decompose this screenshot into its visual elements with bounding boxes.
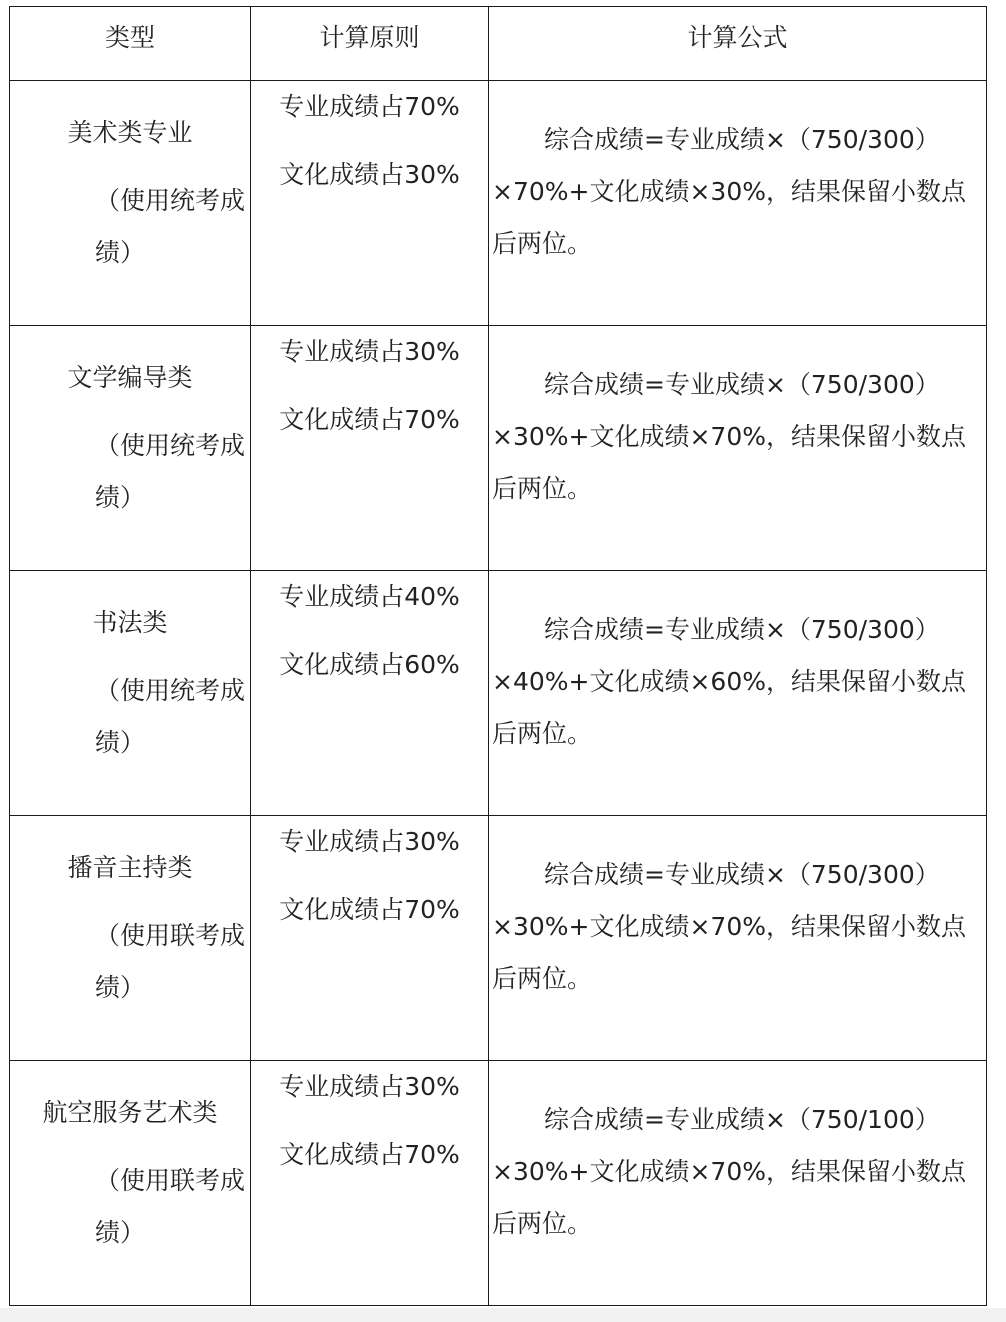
formula-cell — [489, 1061, 987, 1306]
principle-major: 专业成绩占30% — [279, 1072, 460, 1101]
table-row — [10, 816, 987, 1061]
principle-cell — [251, 816, 489, 1061]
type-cell — [10, 1061, 251, 1306]
formula-text: 综合成绩=专业成绩×（750/300）×30%+文化成绩×70%，结果保留小数点后两位。 — [492, 860, 966, 993]
header-row — [10, 7, 987, 81]
principle-cell — [251, 571, 489, 816]
type-note: （使用统考成绩） — [95, 676, 246, 757]
type-name: 美术类专业 — [67, 118, 193, 147]
page-bottom-margin — [0, 1308, 1006, 1322]
formula-text: 综合成绩=专业成绩×（750/300）×40%+文化成绩×60%，结果保留小数点后两位。 — [492, 615, 966, 748]
header-type-label: 类型 — [104, 23, 155, 52]
type-cell — [10, 326, 251, 571]
type-note: （使用联考成绩） — [95, 1166, 246, 1247]
formula-cell — [489, 816, 987, 1061]
score-formula-table — [9, 6, 987, 1306]
header-formula — [489, 7, 987, 81]
table-row — [10, 81, 987, 326]
type-cell — [10, 81, 251, 326]
principle-cell — [251, 326, 489, 571]
table-row — [10, 571, 987, 816]
type-note: （使用统考成绩） — [95, 431, 246, 512]
formula-cell — [489, 326, 987, 571]
principle-major: 专业成绩占30% — [279, 337, 460, 366]
principle-cell — [251, 1061, 489, 1306]
formula-text: 综合成绩=专业成绩×（750/300）×30%+文化成绩×70%，结果保留小数点后两位。 — [492, 370, 966, 503]
header-principle-label: 计算原则 — [319, 23, 420, 52]
table-row — [10, 326, 987, 571]
principle-culture: 文化成绩占70% — [279, 405, 460, 434]
principle-culture: 文化成绩占30% — [279, 160, 460, 189]
formula-text: 综合成绩=专业成绩×（750/300）×70%+文化成绩×30%，结果保留小数点后两位。 — [492, 125, 966, 258]
principle-major: 专业成绩占30% — [279, 827, 460, 856]
principle-culture: 文化成绩占60% — [279, 650, 460, 679]
formula-text: 综合成绩=专业成绩×（750/100）×30%+文化成绩×70%，结果保留小数点后两位。 — [492, 1105, 966, 1238]
type-cell — [10, 571, 251, 816]
type-note: （使用统考成绩） — [95, 186, 246, 267]
type-cell — [10, 816, 251, 1061]
type-name: 播音主持类 — [67, 853, 193, 882]
type-name: 航空服务艺术类 — [42, 1098, 218, 1127]
header-principle — [251, 7, 489, 81]
table-row — [10, 1061, 987, 1306]
formula-cell — [489, 81, 987, 326]
type-name: 文学编导类 — [67, 363, 193, 392]
formula-cell — [489, 571, 987, 816]
principle-major: 专业成绩占40% — [279, 582, 460, 611]
principle-culture: 文化成绩占70% — [279, 1140, 460, 1169]
type-note: （使用联考成绩） — [95, 921, 246, 1002]
header-type — [10, 7, 251, 81]
principle-culture: 文化成绩占70% — [279, 895, 460, 924]
header-formula-label: 计算公式 — [687, 23, 788, 52]
type-name: 书法类 — [92, 608, 168, 637]
principle-cell — [251, 81, 489, 326]
principle-major: 专业成绩占70% — [279, 92, 460, 121]
